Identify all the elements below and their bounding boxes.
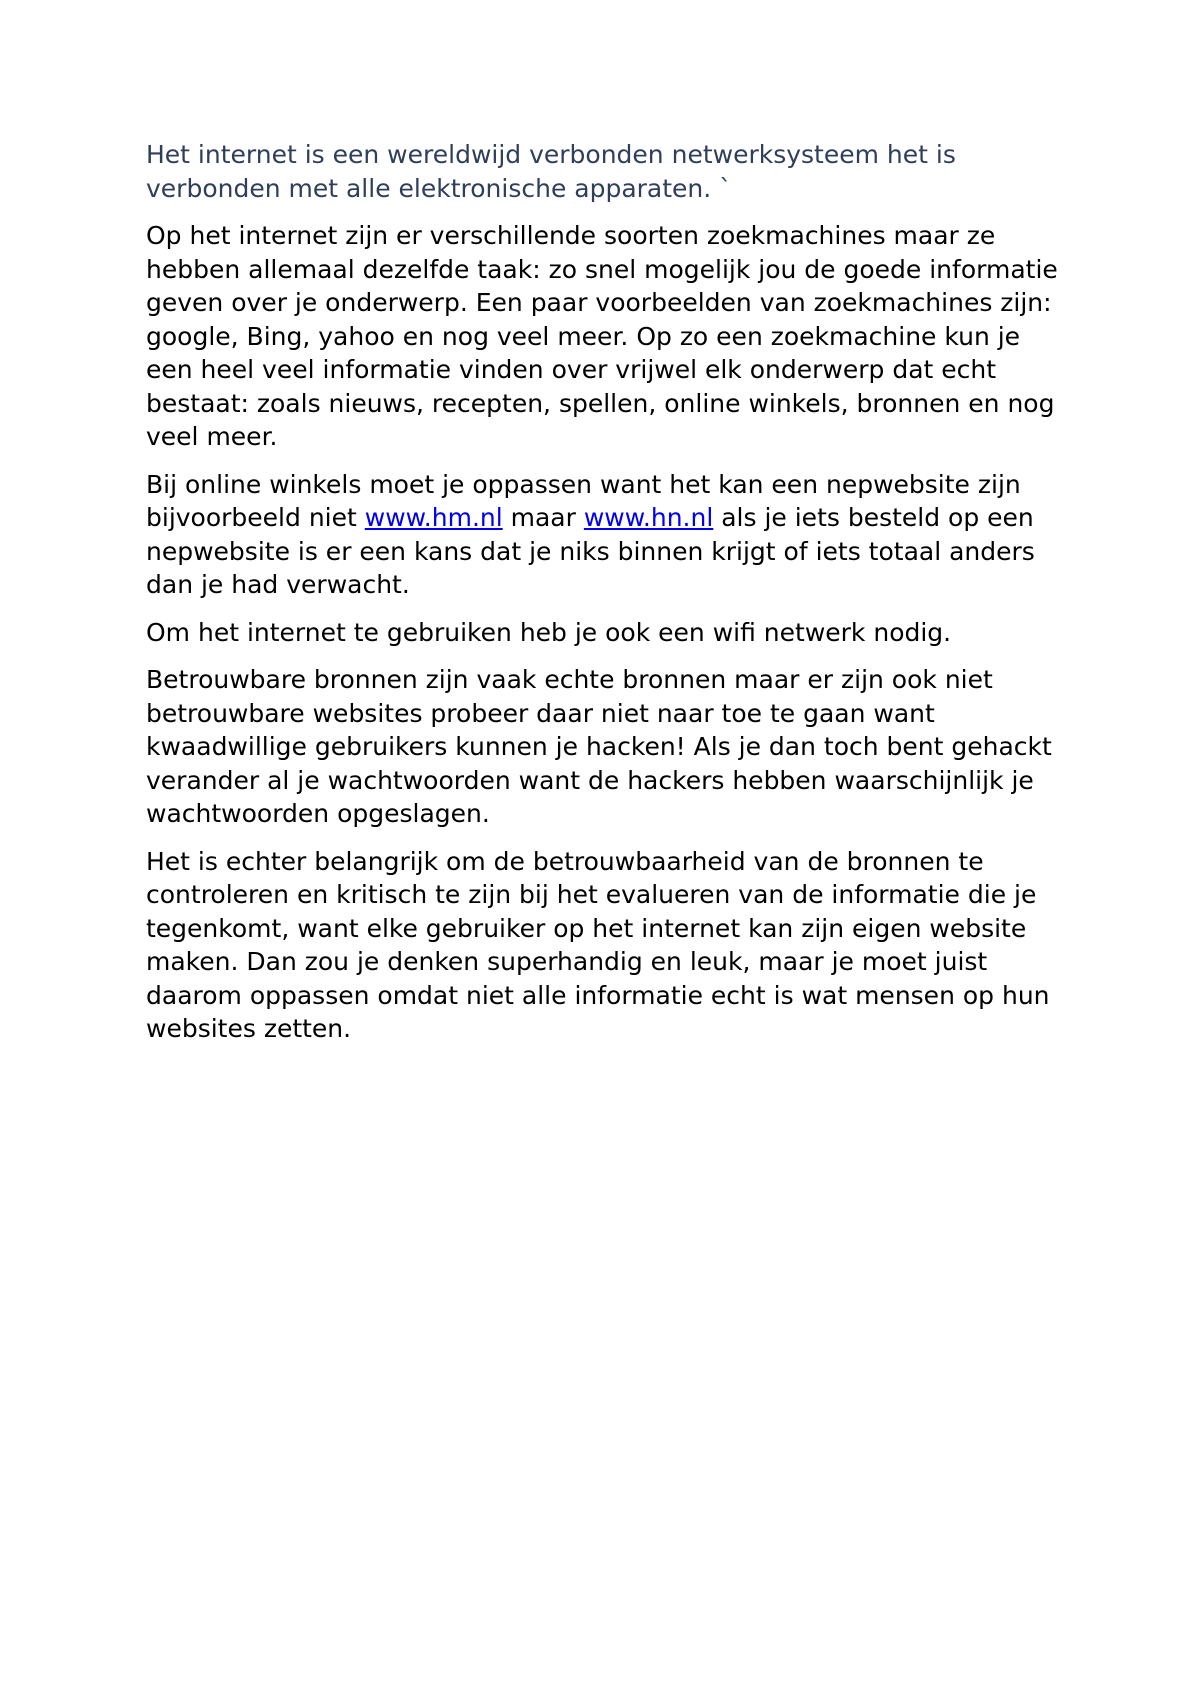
online-shops-text-1: Bij online winkels moet je oppassen want het kan een nepwebsite zijn bijvoorbeeld niet <box>146 469 1021 532</box>
online-shops-text-3: als je iets besteld op een nepwebsite is er een kans dat je niks binnen krijgt of iets totaal anders dan je had verwacht. <box>146 503 1035 599</box>
reliable-sources-paragraph: Betrouwbare bronnen zijn vaak echte bronnen maar er zijn ook niet betrouwbare websites probeer daar niet naar toe te gaan want kwaadwillige gebruikers kunnen je hacken! Als je dan toch bent gehackt verander al je wachtwoorden want de hackers hebben waarschijnlijk je wachtwoorden opgeslagen. <box>146 665 1052 828</box>
document-page <box>146 138 1066 1060</box>
hm-link[interactable]: www.hm.nl <box>364 503 503 532</box>
online-shops-paragraph <box>146 468 1066 602</box>
online-shops-text-2: maar <box>502 503 584 532</box>
intro-paragraph: Het internet is een wereldwijd verbonden netwerksysteem het is verbonden met alle elektronische apparaten. ` <box>146 140 956 203</box>
search-engines-paragraph: Op het internet zijn er verschillende soorten zoekmachines maar ze hebben allemaal dezelfde taak: zo snel mogelijk jou de goede informatie geven over je onderwerp. Een paar voorbeelden van zoekmachines zijn: google, Bing, yahoo en nog veel meer. Op zo een zoekmachine kun je een heel veel informatie vinden over vrijwel elk onderwerp dat echt bestaat: zoals nieuws, recepten, spellen, online winkels, bronnen en nog veel meer. <box>146 221 1058 451</box>
critical-evaluation-paragraph: Het is echter belangrijk om de betrouwbaarheid van de bronnen te controleren en kritisch te zijn bij het evalueren van de informatie die je tegenkomt, want elke gebruiker op het internet kan zijn eigen website maken. Dan zou je denken superhandig en leuk, maar je moet juist daarom oppassen omdat niet alle informatie echt is wat mensen op hun websites zetten. <box>146 846 1050 1043</box>
hn-link[interactable]: www.hn.nl <box>583 503 714 532</box>
wifi-paragraph: Om het internet te gebruiken heb je ook een wifi netwerk nodig. <box>146 617 952 647</box>
